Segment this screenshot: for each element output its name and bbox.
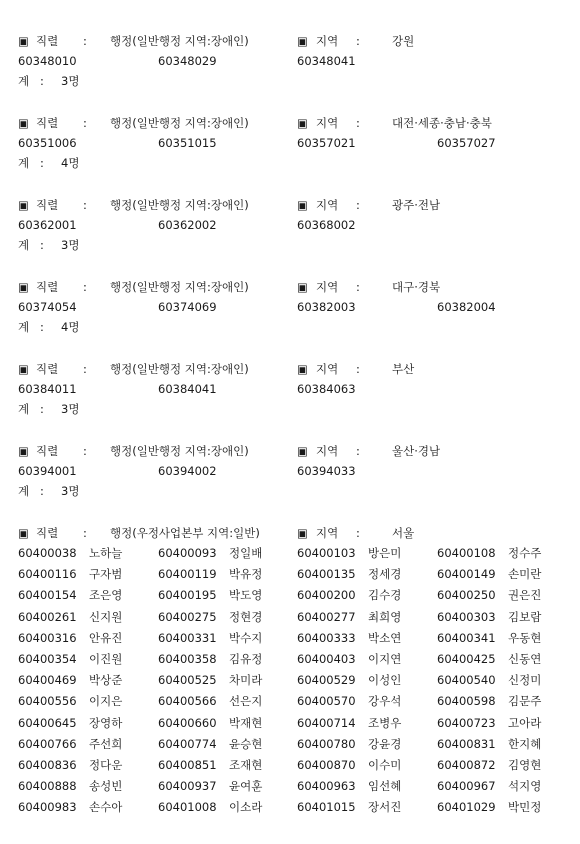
- colon-separator: :: [356, 34, 360, 48]
- candidate-name: 한지혜: [508, 736, 542, 751]
- checkbox-square-icon: ▣: [297, 444, 308, 458]
- candidate-name: 권은진: [508, 588, 542, 603]
- exam-number-row: [0, 133, 580, 153]
- total-label: 계: [18, 484, 30, 498]
- exam-number: 60400967: [437, 779, 496, 794]
- exam-number: 60400870: [297, 758, 356, 772]
- colon-separator: :: [83, 362, 87, 376]
- exam-number: 60400963: [297, 779, 356, 794]
- total-row: [0, 399, 580, 419]
- checkbox-square-icon: ▣: [297, 362, 308, 376]
- region-label: 지역: [316, 444, 339, 458]
- checkbox-square-icon: ▣: [297, 526, 308, 540]
- exam-number: 60400723: [437, 715, 496, 730]
- candidate-name: 이소라: [229, 800, 263, 815]
- region-label: 지역: [316, 526, 339, 540]
- candidate-name: 김영현: [508, 758, 542, 772]
- exam-number: 60384041: [158, 382, 217, 396]
- candidate-row: [0, 713, 580, 733]
- colon-separator: :: [356, 280, 360, 294]
- candidate-name: 안유진: [89, 630, 123, 645]
- exam-number: 60394033: [297, 464, 356, 478]
- exam-number: 60351015: [158, 136, 217, 150]
- checkbox-square-icon: ▣: [18, 526, 29, 540]
- exam-number: 60400119: [158, 567, 217, 582]
- exam-number: 60400983: [18, 800, 77, 815]
- colon-separator: :: [40, 402, 44, 416]
- section-header: [0, 31, 580, 51]
- exam-number: 60400774: [158, 736, 217, 751]
- exam-number: 60384011: [18, 382, 77, 396]
- candidate-name: 이수미: [368, 758, 402, 772]
- colon-separator: :: [83, 444, 87, 458]
- exam-number-row: [0, 297, 580, 317]
- checkbox-square-icon: ▣: [18, 444, 29, 458]
- exam-number: 60401015: [297, 800, 356, 815]
- region-value: 부산: [392, 362, 415, 376]
- candidate-name: 정다운: [89, 758, 123, 772]
- candidate-name: 강우석: [368, 694, 402, 709]
- exam-number: 60384063: [297, 382, 356, 396]
- colon-separator: :: [83, 526, 87, 540]
- exam-number: 60400116: [18, 567, 77, 582]
- candidate-row: [0, 585, 580, 605]
- colon-separator: :: [40, 320, 44, 334]
- job-series-label: 직렬: [36, 34, 59, 48]
- exam-number: 60400135: [297, 567, 356, 582]
- candidate-row: [0, 776, 580, 796]
- exam-number: 60348010: [18, 54, 77, 68]
- total-label: 계: [18, 320, 30, 334]
- section-header: [0, 195, 580, 215]
- exam-number: 60400093: [158, 546, 217, 560]
- total-count: 3명: [61, 402, 80, 416]
- region-value: 대구·경북: [392, 280, 441, 294]
- total-row: [0, 481, 580, 501]
- candidate-name: 정일배: [229, 546, 263, 560]
- candidate-name: 우동현: [508, 630, 542, 645]
- checkbox-square-icon: ▣: [18, 362, 29, 376]
- region-value: 대전·세종·충남·충북: [392, 116, 492, 130]
- checkbox-square-icon: ▣: [297, 34, 308, 48]
- exam-number: 60400316: [18, 630, 77, 645]
- candidate-name: 박재현: [229, 715, 263, 730]
- candidate-name: 박소연: [368, 630, 402, 645]
- total-label: 계: [18, 402, 30, 416]
- candidate-name: 조은영: [89, 588, 123, 603]
- colon-separator: :: [83, 280, 87, 294]
- exam-number: 60368002: [297, 218, 356, 232]
- exam-number: 60400358: [158, 652, 217, 666]
- candidate-name: 윤승현: [229, 736, 263, 751]
- job-series-value: 행정(일반행정 지역:장애인): [110, 280, 249, 294]
- exam-number: 60400888: [18, 779, 77, 794]
- region-value: 강원: [392, 34, 415, 48]
- exam-number: 60400303: [437, 609, 496, 624]
- region-label: 지역: [316, 116, 339, 130]
- total-count: 3명: [61, 484, 80, 498]
- region-label: 지역: [316, 198, 339, 212]
- total-row: [0, 235, 580, 255]
- colon-separator: :: [40, 74, 44, 88]
- total-count: 3명: [61, 74, 80, 88]
- candidate-name: 박수지: [229, 630, 263, 645]
- exam-number: 60400780: [297, 736, 356, 751]
- job-series-label: 직렬: [36, 280, 59, 294]
- exam-number: 60357027: [437, 136, 496, 150]
- total-count: 4명: [61, 320, 80, 334]
- exam-number: 60400261: [18, 609, 77, 624]
- candidate-row: [0, 628, 580, 648]
- candidate-name: 고아라: [508, 715, 542, 730]
- candidate-name: 손수아: [89, 800, 123, 815]
- colon-separator: :: [356, 362, 360, 376]
- exam-number: 60400108: [437, 546, 496, 560]
- exam-number: 60400275: [158, 609, 217, 624]
- job-series-label: 직렬: [36, 198, 59, 212]
- exam-number: 60400103: [297, 546, 356, 560]
- exam-number: 60400937: [158, 779, 217, 794]
- region-label: 지역: [316, 280, 339, 294]
- exam-number: 60400154: [18, 588, 77, 603]
- exam-number: 60401008: [158, 800, 217, 815]
- checkbox-square-icon: ▣: [18, 198, 29, 212]
- candidate-name: 임선혜: [368, 779, 402, 794]
- exam-number: 60400836: [18, 758, 77, 772]
- exam-number: 60400341: [437, 630, 496, 645]
- total-count: 3명: [61, 238, 80, 252]
- candidate-name: 박상준: [89, 673, 123, 688]
- candidate-row: [0, 649, 580, 669]
- section-header: [0, 523, 580, 543]
- candidate-row: [0, 607, 580, 627]
- exam-number: 60348029: [158, 54, 217, 68]
- exam-number: 60400200: [297, 588, 356, 603]
- candidate-name: 김수경: [368, 588, 402, 603]
- candidate-name: 윤여훈: [229, 779, 263, 794]
- candidate-name: 강윤경: [368, 736, 402, 751]
- exam-number: 60400331: [158, 630, 217, 645]
- candidate-name: 이성인: [368, 673, 402, 688]
- job-series-value: 행정(일반행정 지역:장애인): [110, 34, 249, 48]
- candidate-name: 송성빈: [89, 779, 123, 794]
- candidate-name: 최희영: [368, 609, 402, 624]
- colon-separator: :: [356, 444, 360, 458]
- job-series-value: 행정(일반행정 지역:장애인): [110, 116, 249, 130]
- exam-number: 60351006: [18, 136, 77, 150]
- exam-number: 60400250: [437, 588, 496, 603]
- exam-number: 60374054: [18, 300, 77, 314]
- region-label: 지역: [316, 34, 339, 48]
- candidate-name: 손미란: [508, 567, 542, 582]
- candidate-row: [0, 755, 580, 775]
- candidate-row: [0, 670, 580, 690]
- candidate-name: 신정미: [508, 673, 542, 688]
- job-series-value: 행정(우정사업본부 지역:일반): [110, 526, 260, 540]
- exam-number: 60400469: [18, 673, 77, 688]
- exam-number: 60400660: [158, 715, 217, 730]
- exam-number: 60400038: [18, 546, 77, 560]
- candidate-name: 신지원: [89, 609, 123, 624]
- candidate-name: 이진원: [89, 652, 123, 666]
- candidate-name: 정현경: [229, 609, 263, 624]
- checkbox-square-icon: ▣: [297, 280, 308, 294]
- section-header: [0, 113, 580, 133]
- exam-number: 60374069: [158, 300, 217, 314]
- exam-number: 60400195: [158, 588, 217, 603]
- candidate-name: 정세경: [368, 567, 402, 582]
- colon-separator: :: [356, 116, 360, 130]
- colon-separator: :: [83, 34, 87, 48]
- exam-number: 60400556: [18, 694, 77, 709]
- candidate-name: 방은미: [368, 546, 402, 560]
- candidate-name: 주선희: [89, 736, 123, 751]
- section-header: [0, 359, 580, 379]
- total-label: 계: [18, 156, 30, 170]
- exam-number: 60357021: [297, 136, 356, 150]
- total-label: 계: [18, 74, 30, 88]
- total-row: [0, 71, 580, 91]
- job-series-value: 행정(일반행정 지역:장애인): [110, 362, 249, 376]
- exam-number: 60400566: [158, 694, 217, 709]
- colon-separator: :: [40, 156, 44, 170]
- exam-number: 60400872: [437, 758, 496, 772]
- exam-number: 60400525: [158, 673, 217, 688]
- candidate-name: 조병우: [368, 715, 402, 730]
- candidate-name: 차미라: [229, 673, 263, 688]
- region-value: 울산·경남: [392, 444, 441, 458]
- region-value: 서울: [392, 526, 415, 540]
- exam-number: 60400851: [158, 758, 217, 772]
- colon-separator: :: [83, 116, 87, 130]
- colon-separator: :: [40, 484, 44, 498]
- job-series-value: 행정(일반행정 지역:장애인): [110, 444, 249, 458]
- candidate-name: 석지영: [508, 779, 542, 794]
- total-label: 계: [18, 238, 30, 252]
- colon-separator: :: [356, 198, 360, 212]
- exam-number: 60400149: [437, 567, 496, 582]
- exam-number: 60348041: [297, 54, 356, 68]
- candidate-name: 선은지: [229, 694, 263, 709]
- exam-number: 60400831: [437, 736, 496, 751]
- job-series-label: 직렬: [36, 116, 59, 130]
- checkbox-square-icon: ▣: [18, 116, 29, 130]
- candidate-row: [0, 564, 580, 584]
- total-row: [0, 317, 580, 337]
- exam-number-row: [0, 379, 580, 399]
- candidate-name: 노하늘: [89, 546, 123, 560]
- checkbox-square-icon: ▣: [297, 116, 308, 130]
- colon-separator: :: [40, 238, 44, 252]
- exam-number: 60394002: [158, 464, 217, 478]
- region-label: 지역: [316, 362, 339, 376]
- exam-number: 60400766: [18, 736, 77, 751]
- exam-number: 60400403: [297, 652, 356, 666]
- candidate-name: 신동연: [508, 652, 542, 666]
- candidate-name: 조재현: [229, 758, 263, 772]
- candidate-name: 정수주: [508, 546, 542, 560]
- exam-number: 60400540: [437, 673, 496, 688]
- total-row: [0, 153, 580, 173]
- checkbox-square-icon: ▣: [297, 198, 308, 212]
- candidate-row: [0, 734, 580, 754]
- exam-number: 60400598: [437, 694, 496, 709]
- job-series-label: 직렬: [36, 362, 59, 376]
- exam-number: 60400333: [297, 630, 356, 645]
- candidate-name: 장서진: [368, 800, 402, 815]
- candidate-name: 박유정: [229, 567, 263, 582]
- exam-number: 60400645: [18, 715, 77, 730]
- checkbox-square-icon: ▣: [18, 34, 29, 48]
- exam-number: 60400425: [437, 652, 496, 666]
- exam-number: 60401029: [437, 800, 496, 815]
- exam-number: 60400277: [297, 609, 356, 624]
- candidate-row: [0, 543, 580, 563]
- exam-number: 60382004: [437, 300, 496, 314]
- colon-separator: :: [83, 198, 87, 212]
- job-series-label: 직렬: [36, 444, 59, 458]
- job-series-label: 직렬: [36, 526, 59, 540]
- candidate-name: 김유정: [229, 652, 263, 666]
- job-series-value: 행정(일반행정 지역:장애인): [110, 198, 249, 212]
- exam-number: 60362002: [158, 218, 217, 232]
- candidate-name: 김문주: [508, 694, 542, 709]
- candidate-name: 이지연: [368, 652, 402, 666]
- section-header: [0, 277, 580, 297]
- exam-number: 60382003: [297, 300, 356, 314]
- exam-number-row: [0, 215, 580, 235]
- exam-number: 60400529: [297, 673, 356, 688]
- total-count: 4명: [61, 156, 80, 170]
- exam-number: 60400570: [297, 694, 356, 709]
- candidate-row: [0, 797, 580, 817]
- candidate-name: 이지은: [89, 694, 123, 709]
- exam-number-row: [0, 461, 580, 481]
- exam-number-row: [0, 51, 580, 71]
- exam-number: 60400354: [18, 652, 77, 666]
- candidate-row: [0, 691, 580, 711]
- candidate-name: 장영하: [89, 715, 123, 730]
- colon-separator: :: [356, 526, 360, 540]
- checkbox-square-icon: ▣: [18, 280, 29, 294]
- candidate-name: 박민정: [508, 800, 542, 815]
- exam-number: 60362001: [18, 218, 77, 232]
- candidate-name: 구자범: [89, 567, 123, 582]
- section-header: [0, 441, 580, 461]
- candidate-name: 김보람: [508, 609, 542, 624]
- candidate-name: 박도영: [229, 588, 263, 603]
- exam-number: 60394001: [18, 464, 77, 478]
- exam-number: 60400714: [297, 715, 356, 730]
- region-value: 광주·전남: [392, 198, 441, 212]
